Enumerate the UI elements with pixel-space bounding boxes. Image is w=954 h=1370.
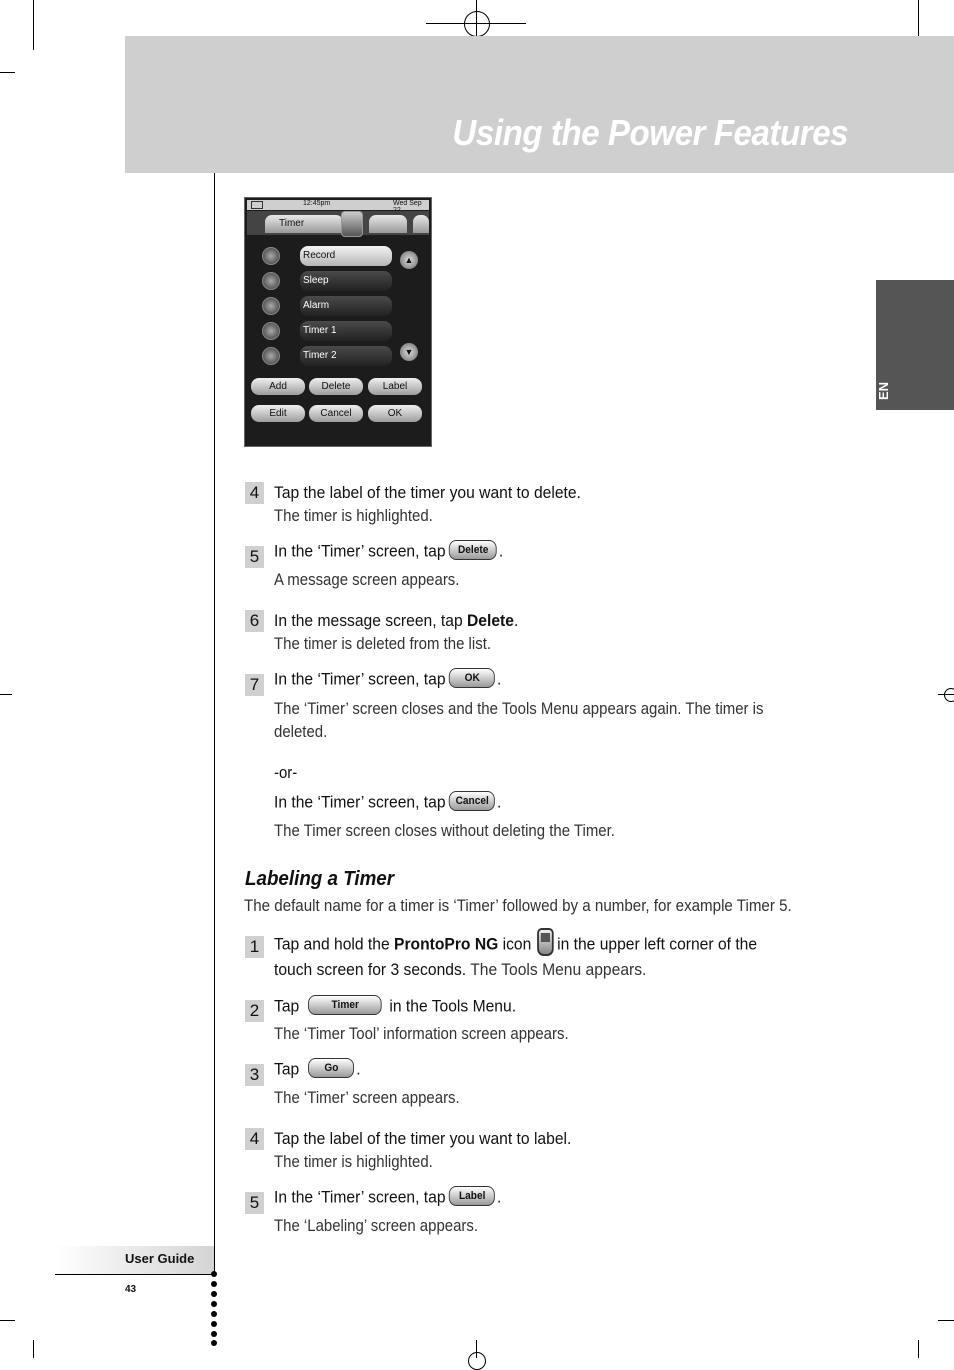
ok-button[interactable]: OK bbox=[449, 668, 495, 688]
language-label: EN bbox=[876, 381, 891, 401]
step-text bbox=[274, 611, 518, 631]
cancel-button[interactable]: Cancel bbox=[449, 791, 495, 811]
step-text-after: . bbox=[497, 792, 502, 812]
step-text: Tap the label of the timer you want to delete. bbox=[274, 483, 581, 502]
or-separator: -or- bbox=[274, 763, 298, 782]
step-text bbox=[274, 1058, 361, 1082]
delete-button[interactable]: Delete bbox=[449, 540, 497, 560]
timer-button[interactable]: Timer bbox=[308, 995, 382, 1015]
step-result: The ‘Timer Tool’ information screen appears. bbox=[274, 1024, 569, 1043]
scroll-down-icon[interactable]: ▼ bbox=[400, 343, 418, 361]
device-status-bar bbox=[247, 200, 429, 210]
language-tab bbox=[876, 280, 954, 410]
step-number: 4 bbox=[245, 482, 264, 504]
step-text-before: Tap bbox=[274, 996, 300, 1016]
device-select-button[interactable] bbox=[262, 322, 280, 340]
status-date: Wed Sep bbox=[393, 200, 422, 207]
device-delete-button[interactable]: Delete bbox=[309, 378, 363, 395]
footer-dot bbox=[211, 1301, 217, 1307]
go-button[interactable]: Go bbox=[308, 1058, 354, 1078]
step-result: A message screen appears. bbox=[274, 570, 460, 589]
step-text-after: in the Tools Menu. bbox=[389, 996, 517, 1016]
step-text-after: . bbox=[497, 1187, 502, 1207]
step-result: The timer is highlighted. bbox=[274, 506, 433, 525]
device-ok-button[interactable]: OK bbox=[368, 405, 422, 422]
step-result: The ‘Timer’ screen closes and the Tools Menu appears again. The timer is bbox=[274, 699, 764, 718]
step-result: The Tools Menu appears. bbox=[466, 960, 647, 979]
device-tab-bar bbox=[247, 211, 429, 235]
step-result: The ‘Labeling’ screen appears. bbox=[274, 1216, 479, 1235]
step-number: 3 bbox=[245, 1064, 264, 1086]
crop-mark bbox=[0, 72, 15, 73]
footer-dot bbox=[211, 1321, 217, 1327]
crop-mark bbox=[0, 694, 12, 695]
device-cancel-button[interactable]: Cancel bbox=[309, 405, 363, 422]
page-title: Using the Power Features bbox=[452, 112, 848, 153]
step-number: 1 bbox=[245, 936, 264, 958]
timer-list-item[interactable]: Sleep bbox=[300, 271, 392, 291]
device-select-button[interactable] bbox=[262, 247, 280, 265]
step-text-line2: touch screen for 3 seconds. bbox=[274, 960, 467, 979]
step-text bbox=[274, 791, 501, 815]
footer-dot bbox=[211, 1281, 217, 1287]
step-text-before: Tap and hold the bbox=[274, 934, 395, 954]
section-heading: Labeling a Timer bbox=[245, 868, 395, 890]
footer-dot bbox=[211, 1311, 217, 1317]
step-text-before: In the ‘Timer’ screen, tap bbox=[274, 1187, 446, 1207]
step-text bbox=[274, 668, 501, 692]
step-number: 6 bbox=[245, 610, 264, 632]
step-text-mid: icon bbox=[498, 934, 532, 954]
tab-timer[interactable]: Timer bbox=[265, 215, 343, 233]
step-text bbox=[274, 1186, 501, 1210]
crop-mark bbox=[33, 1340, 34, 1358]
step-number: 2 bbox=[245, 1000, 264, 1022]
step-text-before: In the ‘Timer’ screen, tap bbox=[274, 541, 446, 561]
tab-empty[interactable] bbox=[369, 215, 407, 233]
footer-dot bbox=[211, 1291, 217, 1297]
registration-circle bbox=[468, 1352, 486, 1370]
label-button[interactable]: Label bbox=[449, 1186, 495, 1206]
step-text bbox=[274, 540, 503, 564]
battery-icon bbox=[251, 201, 263, 209]
step-bold: Delete bbox=[467, 611, 514, 630]
registration-circle bbox=[464, 11, 490, 37]
margin-rule bbox=[214, 173, 215, 1273]
step-number: 4 bbox=[245, 1128, 264, 1150]
footer-label: User Guide bbox=[125, 1251, 195, 1266]
step-text-before: In the message screen, tap bbox=[274, 611, 468, 630]
step-text-before: In the ‘Timer’ screen, tap bbox=[274, 669, 446, 689]
registration-circle bbox=[944, 688, 954, 702]
device-label-button[interactable]: Label bbox=[368, 378, 422, 395]
step-number: 7 bbox=[245, 674, 264, 696]
step-number: 5 bbox=[245, 1192, 264, 1214]
footer-rule bbox=[55, 1274, 215, 1275]
device-select-button[interactable] bbox=[262, 297, 280, 315]
crop-mark bbox=[918, 1340, 919, 1358]
device-select-button[interactable] bbox=[262, 272, 280, 290]
section-intro: The default name for a timer is ‘Timer’ followed by a number, for example Timer 5. bbox=[244, 896, 792, 915]
step-text-before: In the ‘Timer’ screen, tap bbox=[274, 792, 446, 812]
device-screenshot bbox=[244, 197, 432, 447]
step-text-after: in the upper left corner of the bbox=[557, 934, 758, 954]
step-text bbox=[274, 960, 646, 980]
step-number: 5 bbox=[245, 546, 264, 568]
step-text-after: . bbox=[513, 611, 519, 630]
crop-mark bbox=[33, 0, 34, 50]
status-time: 12:45pm bbox=[303, 200, 331, 207]
step-text bbox=[274, 928, 757, 962]
timer-list-item[interactable]: Timer 1 bbox=[300, 321, 392, 341]
page-number: 43 bbox=[125, 1284, 137, 1295]
device-edit-button[interactable]: Edit bbox=[251, 405, 305, 422]
step-result: The timer is deleted from the list. bbox=[274, 634, 492, 653]
step-text-after: . bbox=[356, 1059, 361, 1079]
step-text bbox=[274, 995, 516, 1019]
step-bold: ProntoPro NG bbox=[394, 934, 499, 954]
remote-control-icon bbox=[537, 928, 554, 956]
timer-list-item[interactable]: Timer 2 bbox=[300, 346, 392, 366]
footer-dot bbox=[211, 1271, 217, 1277]
step-text-after: . bbox=[497, 669, 502, 689]
scroll-up-icon[interactable]: ▲ bbox=[400, 251, 418, 269]
step-result: The ‘Timer’ screen appears. bbox=[274, 1088, 460, 1107]
tools-icon[interactable] bbox=[341, 211, 363, 237]
step-result: The Timer screen closes without deleting the Timer. bbox=[274, 821, 615, 840]
crop-mark bbox=[0, 1320, 15, 1321]
timer-list-item[interactable]: Alarm bbox=[300, 296, 392, 316]
device-add-button[interactable]: Add bbox=[251, 378, 305, 395]
timer-list-item[interactable]: Record bbox=[300, 246, 392, 266]
step-text-before: Tap bbox=[274, 1059, 300, 1079]
device-select-button[interactable] bbox=[262, 347, 280, 365]
footer-dot bbox=[211, 1331, 217, 1337]
tab-empty[interactable] bbox=[413, 215, 429, 233]
crop-mark bbox=[938, 1320, 954, 1321]
footer-dot bbox=[211, 1340, 217, 1346]
step-result: The timer is highlighted. bbox=[274, 1152, 433, 1171]
step-text: Tap the label of the timer you want to label. bbox=[274, 1129, 572, 1148]
step-text-after: . bbox=[498, 541, 504, 561]
step-result: deleted. bbox=[274, 722, 328, 741]
